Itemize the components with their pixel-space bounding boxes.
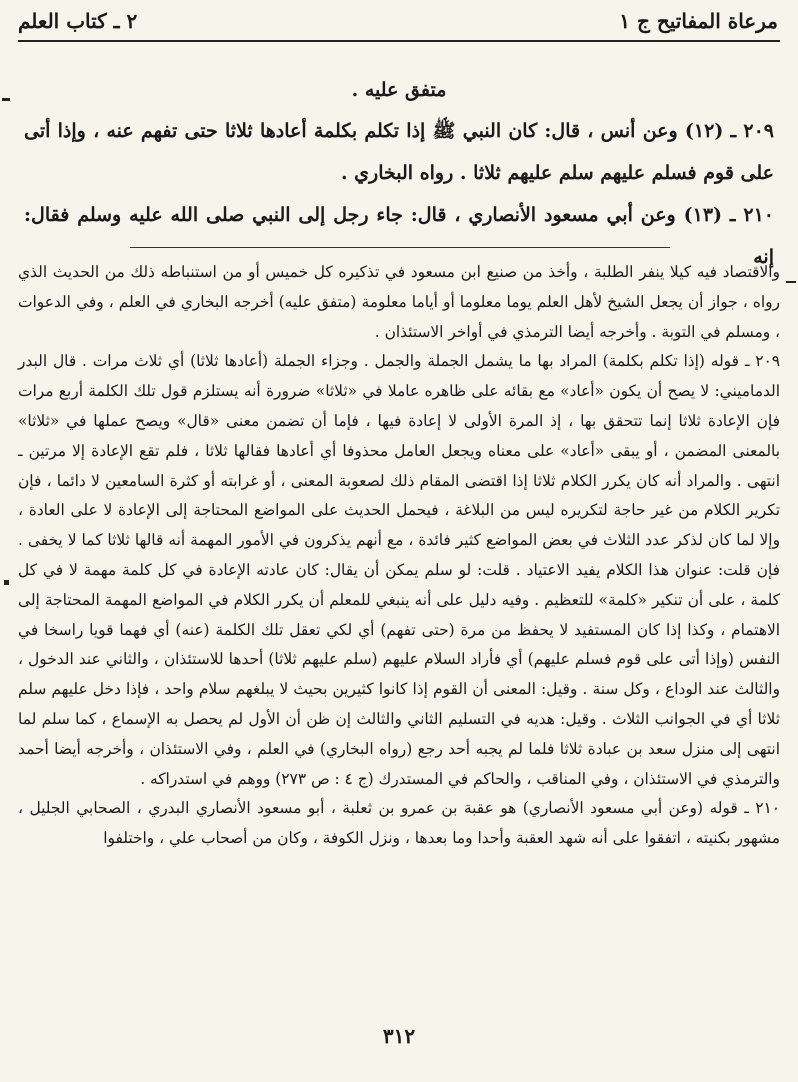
commentary-text (18, 258, 780, 854)
margin-mark-left (4, 580, 9, 585)
header-rule (18, 40, 780, 42)
header-chapter-title: ٢ ـ كتاب العلم (18, 9, 138, 33)
margin-mark-right (786, 281, 796, 283)
margin-mark-top (2, 98, 10, 101)
hadith-209: ٢٠٩ ـ (١٢) وعن أنس ، قال: كان النبي ﷺ إذا تكلم بكلمة أعادها ثلاثا حتى تفهم عنه ، وإذا أتى على قوم فسلم عليهم سلم عليهم ثلاثا . رواه البخاري . (24, 120, 774, 184)
hadith-210: ٢١٠ ـ (١٣) وعن أبي مسعود الأنصاري ، قال: جاء رجل إلى النبي صلى الله عليه وسلم فقال: إنه (24, 204, 774, 268)
commentary-paragraph: ٢١٠ ـ قوله (وعن أبي مسعود الأنصاري) هو عقبة بن عمرو بن ثعلبة ، أبو مسعود الأنصاري البدري ، الصحابي الجليل ، مشهور بكنيته ، اتفقوا على أنه شهد العقبة وأحدا وما بعدها ، ونزل الكوفة ، وكان من أصحاب علي ، واختلفوا (18, 799, 780, 848)
header-book-title: مرعاة المفاتيح ج ١ (619, 9, 778, 33)
commentary-paragraph: ٢٠٩ ـ قوله (إذا تكلم بكلمة) المراد بها ما يشمل الجملة والجمل . وجزاء الجملة (أعادها ثلاثا) أي ثلاث مرات . قال البدر الدماميني: لا يصح أن يكون «أعاد» مع بقائه على ظاهره عاملا في «ثلاثا» ضرورة أنه يستلزم قول تلك الكلمة أربع مرات فإن الإعادة ثلاثا إنما تتحقق بها ، إذ المرة الأولى لا إعادة فيها ، فإما أن تضمن معنى «قال» ويصح عملها في «ثلاثا» بالمعنى المضمن ، أو يبقى «أعاد» على معناه ويجعل العامل محذوفا أي أعادها فقالها ثلاثا ، فلم تقع الإعادة إلا مرتين ـ انتهى . والمراد أنه كان يكرر الكلام ثلاثا إذا اقتضى المقام ذلك لصعوبة المعنى ، أو غرابته أو كثرة السامعين لا دائما ، فإن تكرير الكلام من غير حاجة لتكريره ليس من البلاغة ، فيحمل الحديث على المواضع المحتاجة إلى الإعادة لا على العادة ، وإلا لما كان لذكر عدد الثلاث في بعض المواضع كثير فائدة ، مع أنهم يذكرون في الأمور المهمة أنه قالها ثلاثا كما لا يخفى . فإن قلت: عنوان هذا الكلام يفيد الاعتياد . قلت: لو سلم يمكن أن يقال: كان عادته الإعادة في كل كلمة مهمة لا في كل كلمة ، على أن تنكير «كلمة» للتعظيم . وفيه دليل على أنه ينبغي للمعلم أن يكرر الكلام في المواضع المهمة المحتاجة إلى الاهتمام ، وكذا إذا كان المستفيد لا يحفظ من مرة (حتى تفهم) أي لكي تعقل تلك الكلمة (عنه) أي فهما قويا راسخا في النفس (وإذا أتى على قوم فسلم عليهم) أي فأراد السلام عليهم (سلم عليهم ثلاثا) أحدها للاستئذان ، والثاني عند الدخول ، والثالث عند الوداع ، وكل سنة . وقيل: المعنى أن القوم إذا كانوا كثيرين بحيث لا يبلغهم سلام واحد ، فإذا دخل عليهم سلم ثلاثا أي في الجوانب الثلاث . وقيل: هديه في التسليم الثاني والثالث إن ظن أن الأول لم يحصل به الإسماع ، كما سلم لما انتهى إلى منزل سعد بن عبادة ثلاثا فلما لم يجبه أحد رجع (رواه البخاري) في العلم ، وفي الاستئذان ، وأخرجه أيضا أحمد والترمذي في الاستئذان ، وفي المناقب ، والحاكم في المستدرك (ج ٤ : ص ٢٧٣) ووهم في استدراكه . (18, 352, 780, 788)
page-number: ٣١٢ (382, 1024, 416, 1048)
muttafaq-alayh: متفق عليه . (351, 79, 447, 101)
running-header (18, 4, 778, 38)
section-divider (130, 247, 670, 248)
commentary-paragraph: والاقتصاد فيه كيلا ينفر الطلبة ، وأخذ من صنيع ابن مسعود في تذكيره كل خميس أو من استنباطه ذلك من الحديث الذي رواه ، جواز أن يجعل الشيخ لأهل العلم يوما معلوما أو أياما معلومة (متفق عليه) أخرجه البخاري في العلم ، وفي الدعوات ، ومسلم في التوبة . وأخرجه أيضا الترمذي في أواخر الاستئذان . (18, 263, 780, 341)
